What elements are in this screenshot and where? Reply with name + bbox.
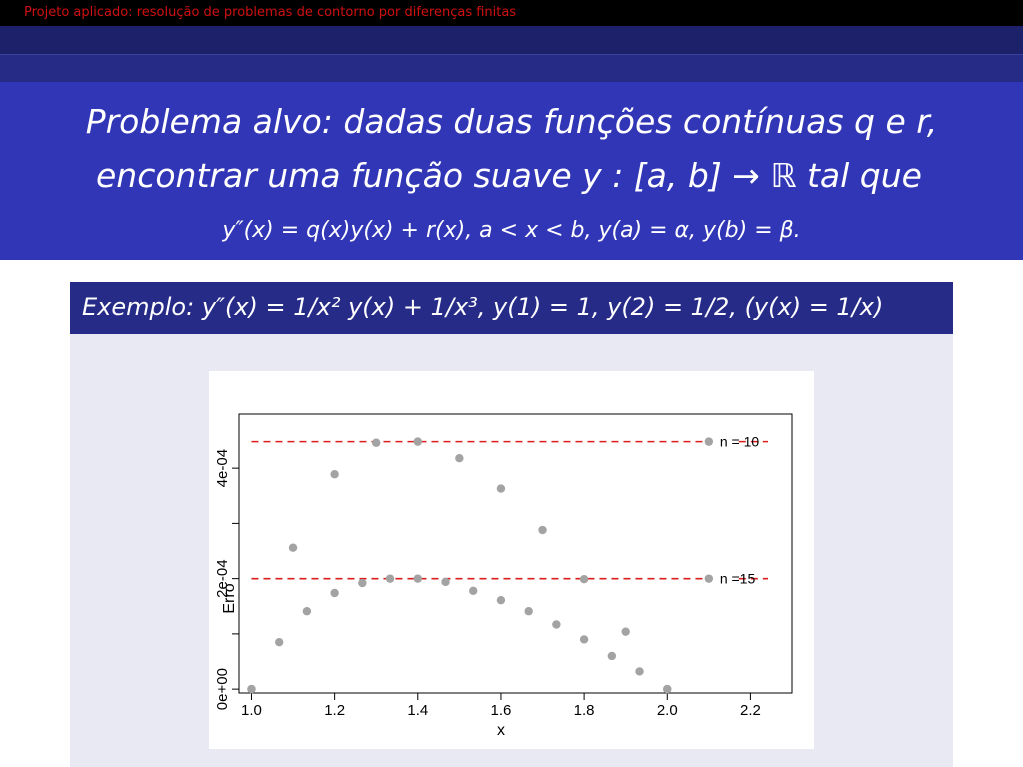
error-scatter-chart bbox=[209, 371, 814, 749]
data-point bbox=[358, 579, 366, 587]
data-point bbox=[289, 543, 297, 551]
reference-label: n =15 bbox=[719, 570, 756, 587]
data-point bbox=[580, 575, 588, 583]
data-point bbox=[580, 635, 588, 643]
data-point bbox=[414, 437, 422, 445]
data-point bbox=[386, 574, 394, 582]
x-tick-label: 2.2 bbox=[739, 702, 761, 719]
data-point bbox=[372, 439, 380, 447]
problem-statement-banner bbox=[0, 82, 1023, 260]
y-axis-title: Erro bbox=[221, 583, 238, 614]
x-tick-label: 1.6 bbox=[490, 702, 512, 719]
data-point bbox=[663, 685, 671, 693]
data-point bbox=[608, 652, 616, 660]
y-tick-label: 4e-04 bbox=[214, 448, 231, 488]
data-point bbox=[303, 607, 311, 615]
y-tick-label: 0e+00 bbox=[214, 668, 231, 711]
data-point bbox=[524, 607, 532, 615]
x-tick-label: 1.4 bbox=[407, 702, 429, 719]
data-point bbox=[441, 578, 449, 586]
header-band-upper bbox=[0, 26, 1023, 54]
data-point bbox=[330, 589, 338, 597]
plot-card bbox=[209, 371, 814, 749]
data-point bbox=[469, 587, 477, 595]
data-point bbox=[414, 574, 422, 582]
plot-frame bbox=[239, 414, 792, 693]
top-navigation-bar bbox=[0, 0, 1023, 26]
problem-line-1: Problema alvo: dadas duas funções contínuas q e r, bbox=[85, 102, 938, 141]
data-point bbox=[552, 620, 560, 628]
x-tick-label: 1.8 bbox=[573, 702, 595, 719]
x-tick-label: 1.0 bbox=[241, 702, 262, 719]
data-point bbox=[330, 470, 338, 478]
problem-equation: y″(x) = q(x)y(x) + r(x), a < x < b, y(a) = α, y(b) = β. bbox=[222, 218, 801, 243]
example-title-bar bbox=[70, 282, 953, 334]
x-tick-label: 1.2 bbox=[324, 702, 346, 719]
data-point bbox=[538, 526, 546, 534]
data-point bbox=[455, 454, 463, 462]
data-point bbox=[497, 484, 505, 492]
example-block bbox=[70, 282, 953, 767]
data-point bbox=[621, 627, 629, 635]
problem-line-2: encontrar uma função suave y : [a, b] → ℝ tal que bbox=[96, 156, 922, 195]
y-tick-label: 2e-04 bbox=[214, 559, 231, 598]
legend-marker bbox=[705, 437, 713, 445]
x-tick-label: 2.0 bbox=[656, 702, 678, 719]
breadcrumb[interactable]: Projeto aplicado: resolução de problemas de contorno por diferenças finitas bbox=[24, 5, 517, 20]
reference-label: n = 10 bbox=[719, 433, 760, 450]
header-band-lower bbox=[0, 54, 1023, 82]
data-point bbox=[247, 685, 255, 693]
x-axis-title: x bbox=[496, 722, 505, 739]
data-point bbox=[635, 667, 643, 675]
data-point bbox=[275, 638, 283, 646]
example-title: Exemplo: y″(x) = 1/x² y(x) + 1/x³, y(1) = 1, y(2) = 1/2, (y(x) = 1/x) bbox=[82, 293, 884, 321]
data-point bbox=[497, 596, 505, 604]
legend-marker bbox=[705, 574, 713, 582]
